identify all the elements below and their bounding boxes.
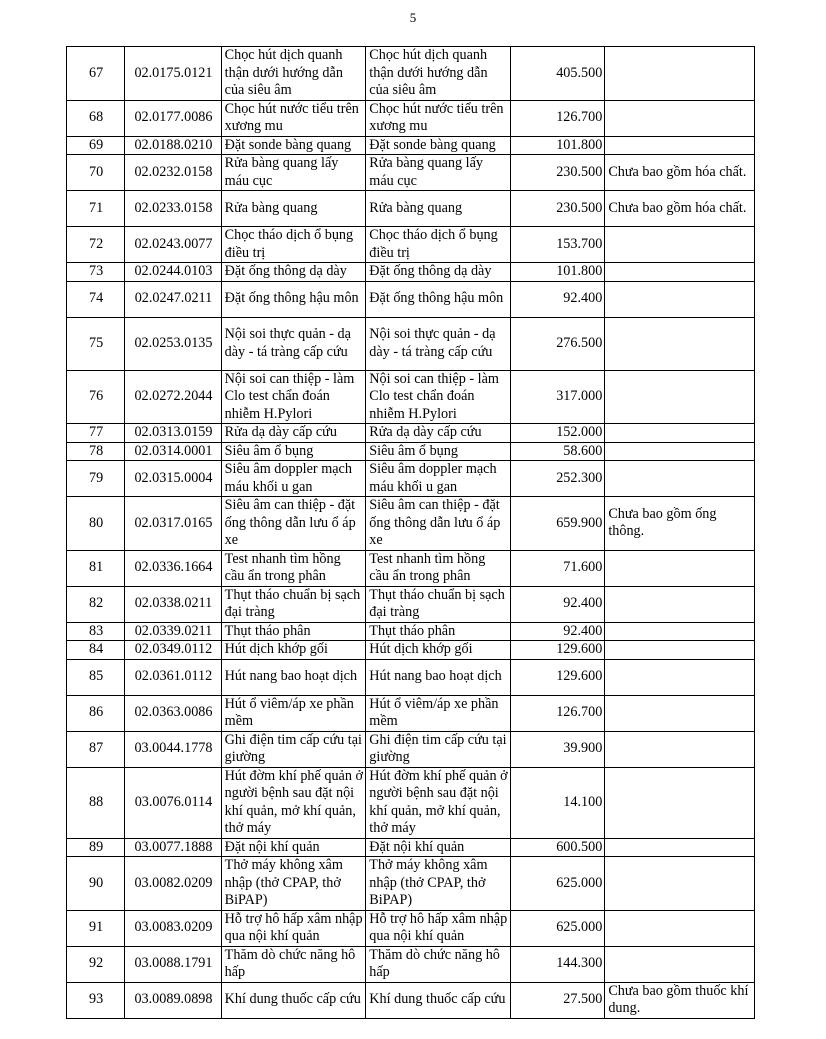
note-cell	[605, 838, 755, 857]
table-row	[67, 47, 755, 101]
table-row	[67, 227, 755, 263]
service-code-cell: 03.0083.0209	[125, 910, 221, 946]
service-name-cell: Ghi điện tim cấp cứu tại giường	[221, 731, 366, 767]
table-row	[67, 622, 755, 641]
row-number-cell: 73	[67, 263, 125, 282]
table-row	[67, 659, 755, 695]
price-value-cell: 14.100	[510, 767, 604, 838]
price-value-cell: 101.800	[510, 263, 604, 282]
row-number-cell: 79	[67, 461, 125, 497]
service-name-cell: Chọc tháo dịch ổ bụng điều trị	[221, 227, 366, 263]
row-number-cell: 82	[67, 586, 125, 622]
row-number-cell: 83	[67, 622, 125, 641]
service-name-approved-cell: Đặt ống thông hậu môn	[366, 281, 511, 317]
table-row	[67, 281, 755, 317]
price-value-cell: 625.000	[510, 857, 604, 911]
note-cell	[605, 695, 755, 731]
service-code-cell: 02.0253.0135	[125, 317, 221, 370]
service-name-approved-cell: Chọc tháo dịch ổ bụng điều trị	[366, 227, 511, 263]
table-row	[67, 586, 755, 622]
price-value-cell: 625.000	[510, 910, 604, 946]
note-cell	[605, 857, 755, 911]
price-value-cell: 230.500	[510, 155, 604, 191]
table-row	[67, 424, 755, 443]
service-name-approved-cell: Thụt tháo phân	[366, 622, 511, 641]
price-value-cell: 92.400	[510, 281, 604, 317]
table-row	[67, 838, 755, 857]
note-cell	[605, 550, 755, 586]
service-name-approved-cell: Test nhanh tìm hồng cầu ẩn trong phân	[366, 550, 511, 586]
row-number-cell: 89	[67, 838, 125, 857]
service-name-approved-cell: Hút ổ viêm/áp xe phần mềm	[366, 695, 511, 731]
service-name-approved-cell: Rửa bàng quang lấy máu cục	[366, 155, 511, 191]
note-cell	[605, 227, 755, 263]
row-number-cell: 77	[67, 424, 125, 443]
table-row	[67, 461, 755, 497]
row-number-cell: 93	[67, 982, 125, 1018]
price-value-cell: 153.700	[510, 227, 604, 263]
price-value-cell: 101.800	[510, 136, 604, 155]
service-name-approved-cell: Đặt ống thông dạ dày	[366, 263, 511, 282]
note-cell	[605, 100, 755, 136]
price-value-cell: 317.000	[510, 370, 604, 424]
note-cell	[605, 461, 755, 497]
service-code-cell: 02.0363.0086	[125, 695, 221, 731]
table-row	[67, 946, 755, 982]
row-number-cell: 86	[67, 695, 125, 731]
service-name-cell: Đặt ống thông hậu môn	[221, 281, 366, 317]
note-cell: Chưa bao gồm hóa chất.	[605, 191, 755, 227]
service-code-cell: 02.0175.0121	[125, 47, 221, 101]
table-row	[67, 731, 755, 767]
row-number-cell: 84	[67, 641, 125, 660]
service-code-cell: 02.0188.0210	[125, 136, 221, 155]
row-number-cell: 70	[67, 155, 125, 191]
price-value-cell: 39.900	[510, 731, 604, 767]
service-name-cell: Đặt nội khí quản	[221, 838, 366, 857]
row-number-cell: 92	[67, 946, 125, 982]
service-code-cell: 02.0314.0001	[125, 442, 221, 461]
service-name-approved-cell: Siêu âm ổ bụng	[366, 442, 511, 461]
table-row	[67, 100, 755, 136]
service-code-cell: 02.0315.0004	[125, 461, 221, 497]
price-value-cell: 252.300	[510, 461, 604, 497]
service-name-cell: Hỗ trợ hô hấp xâm nhập qua nội khí quản	[221, 910, 366, 946]
row-number-cell: 87	[67, 731, 125, 767]
row-number-cell: 78	[67, 442, 125, 461]
price-value-cell: 27.500	[510, 982, 604, 1018]
row-number-cell: 85	[67, 659, 125, 695]
service-code-cell: 03.0076.0114	[125, 767, 221, 838]
service-code-cell: 03.0088.1791	[125, 946, 221, 982]
note-cell	[605, 136, 755, 155]
service-name-cell: Rửa bàng quang lấy máu cục	[221, 155, 366, 191]
note-cell	[605, 442, 755, 461]
service-name-cell: Siêu âm ổ bụng	[221, 442, 366, 461]
service-name-approved-cell: Hút đờm khí phế quản ở người bệnh sau đặt nội khí quản, mở khí quản, thở máy	[366, 767, 511, 838]
note-cell	[605, 370, 755, 424]
service-code-cell: 02.0339.0211	[125, 622, 221, 641]
row-number-cell: 68	[67, 100, 125, 136]
row-number-cell: 80	[67, 497, 125, 551]
table-row	[67, 155, 755, 191]
service-code-cell: 03.0044.1778	[125, 731, 221, 767]
service-name-cell: Khí dung thuốc cấp cứu	[221, 982, 366, 1018]
table-row	[67, 982, 755, 1018]
page-number: 5	[409, 10, 417, 25]
service-name-cell: Thở máy không xâm nhập (thở CPAP, thở BiPAP)	[221, 857, 366, 911]
service-code-cell: 02.0244.0103	[125, 263, 221, 282]
note-cell	[605, 659, 755, 695]
service-name-cell: Hút đờm khí phế quản ở người bệnh sau đặt nội khí quản, mở khí quản, thở máy	[221, 767, 366, 838]
service-name-cell: Test nhanh tìm hồng cầu ẩn trong phân	[221, 550, 366, 586]
service-name-cell: Đặt ống thông dạ dày	[221, 263, 366, 282]
service-code-cell: 02.0232.0158	[125, 155, 221, 191]
table-row	[67, 910, 755, 946]
note-cell: Chưa bao gồm hóa chất.	[605, 155, 755, 191]
service-name-approved-cell: Thụt tháo chuẩn bị sạch đại tràng	[366, 586, 511, 622]
row-number-cell: 71	[67, 191, 125, 227]
service-name-cell: Hút nang bao hoạt dịch	[221, 659, 366, 695]
row-number-cell: 69	[67, 136, 125, 155]
note-cell	[605, 586, 755, 622]
service-name-approved-cell: Chọc hút nước tiểu trên xương mu	[366, 100, 511, 136]
service-name-cell: Siêu âm doppler mạch máu khối u gan	[221, 461, 366, 497]
row-number-cell: 90	[67, 857, 125, 911]
table-row	[67, 370, 755, 424]
note-cell	[605, 47, 755, 101]
service-code-cell: 02.0336.1664	[125, 550, 221, 586]
service-name-approved-cell: Rửa dạ dày cấp cứu	[366, 424, 511, 443]
service-name-approved-cell: Đặt nội khí quản	[366, 838, 511, 857]
service-name-approved-cell: Nội soi thực quản - dạ dày - tá tràng cấp cứu	[366, 317, 511, 370]
price-value-cell: 600.500	[510, 838, 604, 857]
price-value-cell: 126.700	[510, 695, 604, 731]
note-cell: Chưa bao gồm thuốc khí dung.	[605, 982, 755, 1018]
table-row	[67, 857, 755, 911]
service-name-approved-cell: Thở máy không xâm nhập (thở CPAP, thở BiPAP)	[366, 857, 511, 911]
service-name-approved-cell: Ghi điện tim cấp cứu tại giường	[366, 731, 511, 767]
service-code-cell: 02.0317.0165	[125, 497, 221, 551]
table-row	[67, 767, 755, 838]
service-name-approved-cell: Rửa bàng quang	[366, 191, 511, 227]
note-cell	[605, 767, 755, 838]
service-name-approved-cell: Khí dung thuốc cấp cứu	[366, 982, 511, 1018]
service-name-cell: Hút dịch khớp gối	[221, 641, 366, 660]
service-name-approved-cell: Hỗ trợ hô hấp xâm nhập qua nội khí quản	[366, 910, 511, 946]
table-row	[67, 550, 755, 586]
service-name-approved-cell: Hút nang bao hoạt dịch	[366, 659, 511, 695]
table-row	[67, 191, 755, 227]
row-number-cell: 81	[67, 550, 125, 586]
note-cell	[605, 731, 755, 767]
price-value-cell: 129.600	[510, 659, 604, 695]
service-code-cell: 03.0089.0898	[125, 982, 221, 1018]
note-cell	[605, 263, 755, 282]
table-row	[67, 442, 755, 461]
note-cell	[605, 622, 755, 641]
price-value-cell: 92.400	[510, 622, 604, 641]
service-name-cell: Đặt sonde bàng quang	[221, 136, 366, 155]
service-name-approved-cell: Siêu âm doppler mạch máu khối u gan	[366, 461, 511, 497]
service-name-cell: Rửa dạ dày cấp cứu	[221, 424, 366, 443]
row-number-cell: 72	[67, 227, 125, 263]
service-code-cell: 02.0361.0112	[125, 659, 221, 695]
service-code-cell: 03.0082.0209	[125, 857, 221, 911]
service-name-cell: Thụt tháo phân	[221, 622, 366, 641]
service-code-cell: 02.0272.2044	[125, 370, 221, 424]
service-name-approved-cell: Chọc hút dịch quanh thận dưới hướng dẫn của siêu âm	[366, 47, 511, 101]
price-table-body	[67, 47, 755, 1019]
row-number-cell: 91	[67, 910, 125, 946]
service-name-cell: Chọc hút nước tiểu trên xương mu	[221, 100, 366, 136]
price-value-cell: 152.000	[510, 424, 604, 443]
row-number-cell: 74	[67, 281, 125, 317]
note-cell	[605, 910, 755, 946]
table-row	[67, 695, 755, 731]
service-name-cell: Hút ổ viêm/áp xe phần mềm	[221, 695, 366, 731]
service-code-cell: 02.0349.0112	[125, 641, 221, 660]
note-cell	[605, 641, 755, 660]
service-name-approved-cell: Hút dịch khớp gối	[366, 641, 511, 660]
table-row	[67, 497, 755, 551]
note-cell	[605, 424, 755, 443]
row-number-cell: 76	[67, 370, 125, 424]
price-value-cell: 129.600	[510, 641, 604, 660]
table-row	[67, 317, 755, 370]
service-name-cell: Thụt tháo chuẩn bị sạch đại tràng	[221, 586, 366, 622]
price-value-cell: 58.600	[510, 442, 604, 461]
row-number-cell: 88	[67, 767, 125, 838]
price-table	[66, 46, 755, 1019]
note-cell	[605, 281, 755, 317]
note-cell: Chưa bao gồm ống thông.	[605, 497, 755, 551]
service-code-cell: 02.0177.0086	[125, 100, 221, 136]
note-cell	[605, 946, 755, 982]
table-row	[67, 641, 755, 660]
price-value-cell: 126.700	[510, 100, 604, 136]
service-name-approved-cell: Siêu âm can thiệp - đặt ống thông dẫn lưu ổ áp xe	[366, 497, 511, 551]
service-name-cell: Nội soi thực quản - dạ dày - tá tràng cấp cứu	[221, 317, 366, 370]
table-row	[67, 136, 755, 155]
table-row	[67, 263, 755, 282]
price-value-cell: 71.600	[510, 550, 604, 586]
service-name-approved-cell: Nội soi can thiệp - làm Clo test chẩn đoán nhiễm H.Pylori	[366, 370, 511, 424]
price-value-cell: 659.900	[510, 497, 604, 551]
service-name-cell: Nội soi can thiệp - làm Clo test chẩn đoán nhiễm H.Pylori	[221, 370, 366, 424]
service-code-cell: 03.0077.1888	[125, 838, 221, 857]
service-name-cell: Rửa bàng quang	[221, 191, 366, 227]
service-code-cell: 02.0243.0077	[125, 227, 221, 263]
price-value-cell: 405.500	[510, 47, 604, 101]
service-name-cell: Chọc hút dịch quanh thận dưới hướng dẫn của siêu âm	[221, 47, 366, 101]
service-code-cell: 02.0338.0211	[125, 586, 221, 622]
row-number-cell: 75	[67, 317, 125, 370]
service-code-cell: 02.0233.0158	[125, 191, 221, 227]
service-code-cell: 02.0247.0211	[125, 281, 221, 317]
service-code-cell: 02.0313.0159	[125, 424, 221, 443]
price-value-cell: 276.500	[510, 317, 604, 370]
service-name-cell: Siêu âm can thiệp - đặt ống thông dẫn lưu ổ áp xe	[221, 497, 366, 551]
service-name-approved-cell: Đặt sonde bàng quang	[366, 136, 511, 155]
service-name-approved-cell: Thăm dò chức năng hô hấp	[366, 946, 511, 982]
row-number-cell: 67	[67, 47, 125, 101]
service-name-cell: Thăm dò chức năng hô hấp	[221, 946, 366, 982]
note-cell	[605, 317, 755, 370]
price-value-cell: 144.300	[510, 946, 604, 982]
price-value-cell: 230.500	[510, 191, 604, 227]
price-value-cell: 92.400	[510, 586, 604, 622]
